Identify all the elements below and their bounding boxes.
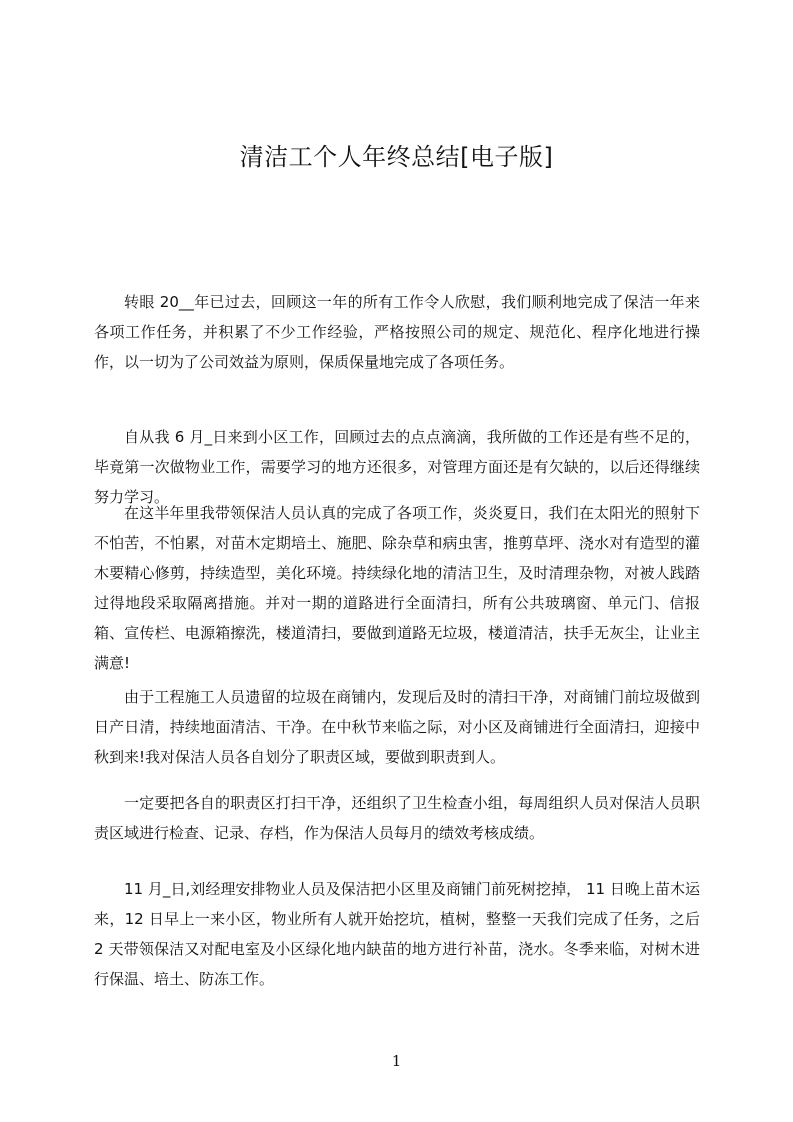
paragraph-3: 在这半年里我带领保洁人员认真的完成了各项工作，炎炎夏日，我们在太阳光的照射下不怕苦，不怕累，对苗木定期培土、施肥、除杂草和病虫害，推剪草坪、浇水对有造型的灌木要精心修剪，持续造型，美化环境。持续绿化地的清洁卫生，及时清理杂物，对被人践踏过得地段采取隔离措施。并对一期的道路进行全面清扫，所有公共玻璃窗、单元门、信报箱、宣传栏、电源箱擦洗，楼道清扫，要做到道路无垃圾，楼道清洁，扶手无灰尘，让业主满意! (94, 504, 700, 672)
paragraph-4: 由于工程施工人员遗留的垃圾在商铺内，发现后及时的清扫干净，对商铺门前垃圾做到日产日清，持续地面清洁、干净。在中秋节来临之际，对小区及商铺进行全面清扫，迎接中秋到来!我对保洁人员各自划分了职责区域，要做到职责到人。 (94, 688, 700, 766)
paragraph-1: 转眼 20__年已过去，回顾这一年的所有工作令人欣慰，我们顺利地完成了保洁一年来各项工作任务，并积累了不少工作经验，严格按照公司的规定、规范化、程序化地进行操作，以一切为了公司效益为原则，保质保量地完成了各项任务。 (94, 293, 700, 371)
paragraph-5: 一定要把各自的职责区打扫干净，还组织了卫生检查小组，每周组织人员对保洁人员职责区域进行检查、记录、存档，作为保洁人员每月的绩效考核成绩。 (94, 794, 700, 842)
paragraph-2: 自从我 6 月_日来到小区工作，回顾过去的点点滴滴，我所做的工作还是有些不足的，毕竟第一次做物业工作，需要学习的地方还很多，对管理方面还是有欠缺的，以后还得继续努力学习。 (94, 428, 700, 506)
page-number: 1 (391, 1052, 402, 1070)
paragraph-6: 11 月_日,刘经理安排物业人员及保洁把小区里及商铺门前死树挖掉， 11 日晚上苗木运来，12 日早上一来小区，物业所有人就开始挖坑，植树，整整一天我们完成了任务，之后 2 天带领保洁又对配电室及小区绿化地内缺苗的地方进行补苗，浇水。冬季来临，对树木进行保温、培土、防冻工作。 (94, 880, 700, 988)
page-title: 清洁工个人年终总结[电子版] (239, 143, 554, 171)
